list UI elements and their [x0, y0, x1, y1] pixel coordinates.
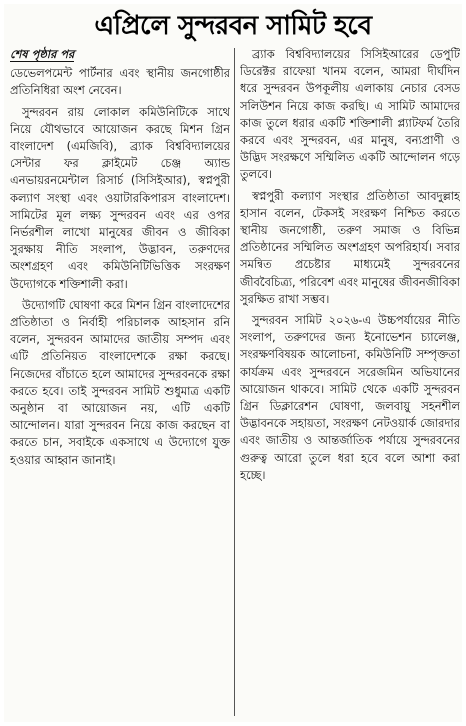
left-column — [10, 46, 230, 720]
continued-from-text: শেষ পৃষ্ঠার পর — [10, 47, 75, 61]
paragraph: স্বপ্নপুরী কল্যাণ সংস্থার প্রতিষ্ঠাতা আবদুল্লাহ হাসান বলেন, টেকসই সংরক্ষণ নিশ্চিত করতে স্থানীয় জনগোষ্ঠী, তরুণ সমাজ ও বিভিন্ন প্রতিষ্ঠানের সম্মিলিত অংশগ্রহণ অপরিহার্য। সবার সমন্বিত প্রচেষ্টার মাধ্যমেই সুন্দরবনের জীববৈচিত্র্য, পরিবেশ এবং মানুষের জীবনজীবিকা সুরক্ষিত রাখা সম্ভব। — [240, 188, 460, 306]
continued-from-label — [10, 46, 230, 63]
paragraph: সুন্দরবন রায় লোকাল কমিউনিটিকে সাথে নিয়ে যৌথভাবে আয়োজন করছে মিশন গ্রিন বাংলাদেশ (এমজিবি), ব্র্যাক বিশ্ববিদ্যালয়ের সেন্টার ফর ক্লাইমেট চেঞ্জ অ্যান্ড এনভায়রনমেন্টাল রিসার্চ (সিসিইআর), স্বপ্নপুরী কল্যাণ সংস্থা এবং ওয়াটারকিপারস বাংলাদেশ। সামিটের মূল লক্ষ্য সুন্দরবন এবং এর ওপর নির্ভরশীল লাখো মানুষের জীবন ও জীবিকা সুরক্ষায় নীতি সংলাপ, উদ্ভাবন, তরুণদের অংশগ্রহণ এবং কমিউনিটিভিত্তিক সংরক্ষণ উদ্যোগকে শক্তিশালী করা। — [10, 104, 230, 291]
headline: এপ্রিলে সুন্দরবন সামিট হবে — [94, 11, 372, 41]
paragraph: সুন্দরবন সামিট ২০২৬-এ উচ্চপর্যায়ের নীতি সংলাপ, তরুণদের জন্য ইনোভেশন চ্যালেঞ্জ, সংরক্ষণবিষয়ক আলোচনা, কমিউনিটি সম্পৃক্ততা কার্যক্রম এবং সুন্দরবনে সরেজমিন অভিযানের আয়োজন থাকবে। সামিট থেকে একটি সুন্দরবন গ্রিন ডিক্লারেশন ঘোষণা, জলবায়ু সহনশীল উদ্ভাবনকে সহায়তা, সংরক্ষণ নেটওয়ার্ক জোরদার এবং জাতীয় ও আন্তর্জাতিক পর্যায়ে সুন্দরবনের গুরুত্ব আরো তুলে ধরা হবে বলে আশা করা হচ্ছে। — [240, 313, 460, 482]
right-column — [240, 46, 460, 720]
paragraph: ব্র্যাক বিশ্ববিদ্যালয়ের সিসিইআরের ডেপুটি ডিরেক্টর রাফেয়া খানম বলেন, আমরা দীর্ঘদিন ধরে সুন্দরবন উপকূলীয় এলাকায় নেচার বেসড সলিউশন নিয়ে কাজ করছি। এ সামিট আমাদের কাজ তুলে ধরার একটি শক্তিশালী প্ল্যাটফর্ম তৈরি করবে এবং সুন্দরবন, এর মানুষ, বন্যপ্রাণী ও উদ্ভিদ সংরক্ষণে সম্মিলিত একটি আন্দোলন গড়ে তুলবে। — [240, 47, 460, 182]
paragraph: ডেভেলপমেন্ট পার্টনার এবং স্থানীয় জনগোষ্ঠীর প্রতিনিধিরা অংশ নেবেন। — [10, 66, 230, 98]
newspaper-clipping — [4, 4, 462, 722]
column-divider — [234, 48, 235, 716]
paragraph: উদ্যোগটি ঘোষণা করে মিশন গ্রিন বাংলাদেশের প্রতিষ্ঠাতা ও নির্বাহী পরিচালক আহসান রনি বলেন, সুন্দরবন আমাদের জাতীয় সম্পদ এবং এটি প্রতিনিয়ত বাংলাদেশকে রক্ষা করছে। নিজেদের বাঁচাতে হলে আমাদের সুন্দরবনকে রক্ষা করতে হবে। তাই সুন্দরবন সামিট শুধুমাত্র একটি অনুষ্ঠান বা আয়োজন নয়, এটি একটি আন্দোলন। যারা সুন্দরবন নিয়ে কাজ করছেন বা করতে চান, সবাইকে একসাথে এ উদ্যোগে যুক্ত হওয়ার আহ্বান জানাই। — [10, 297, 230, 467]
